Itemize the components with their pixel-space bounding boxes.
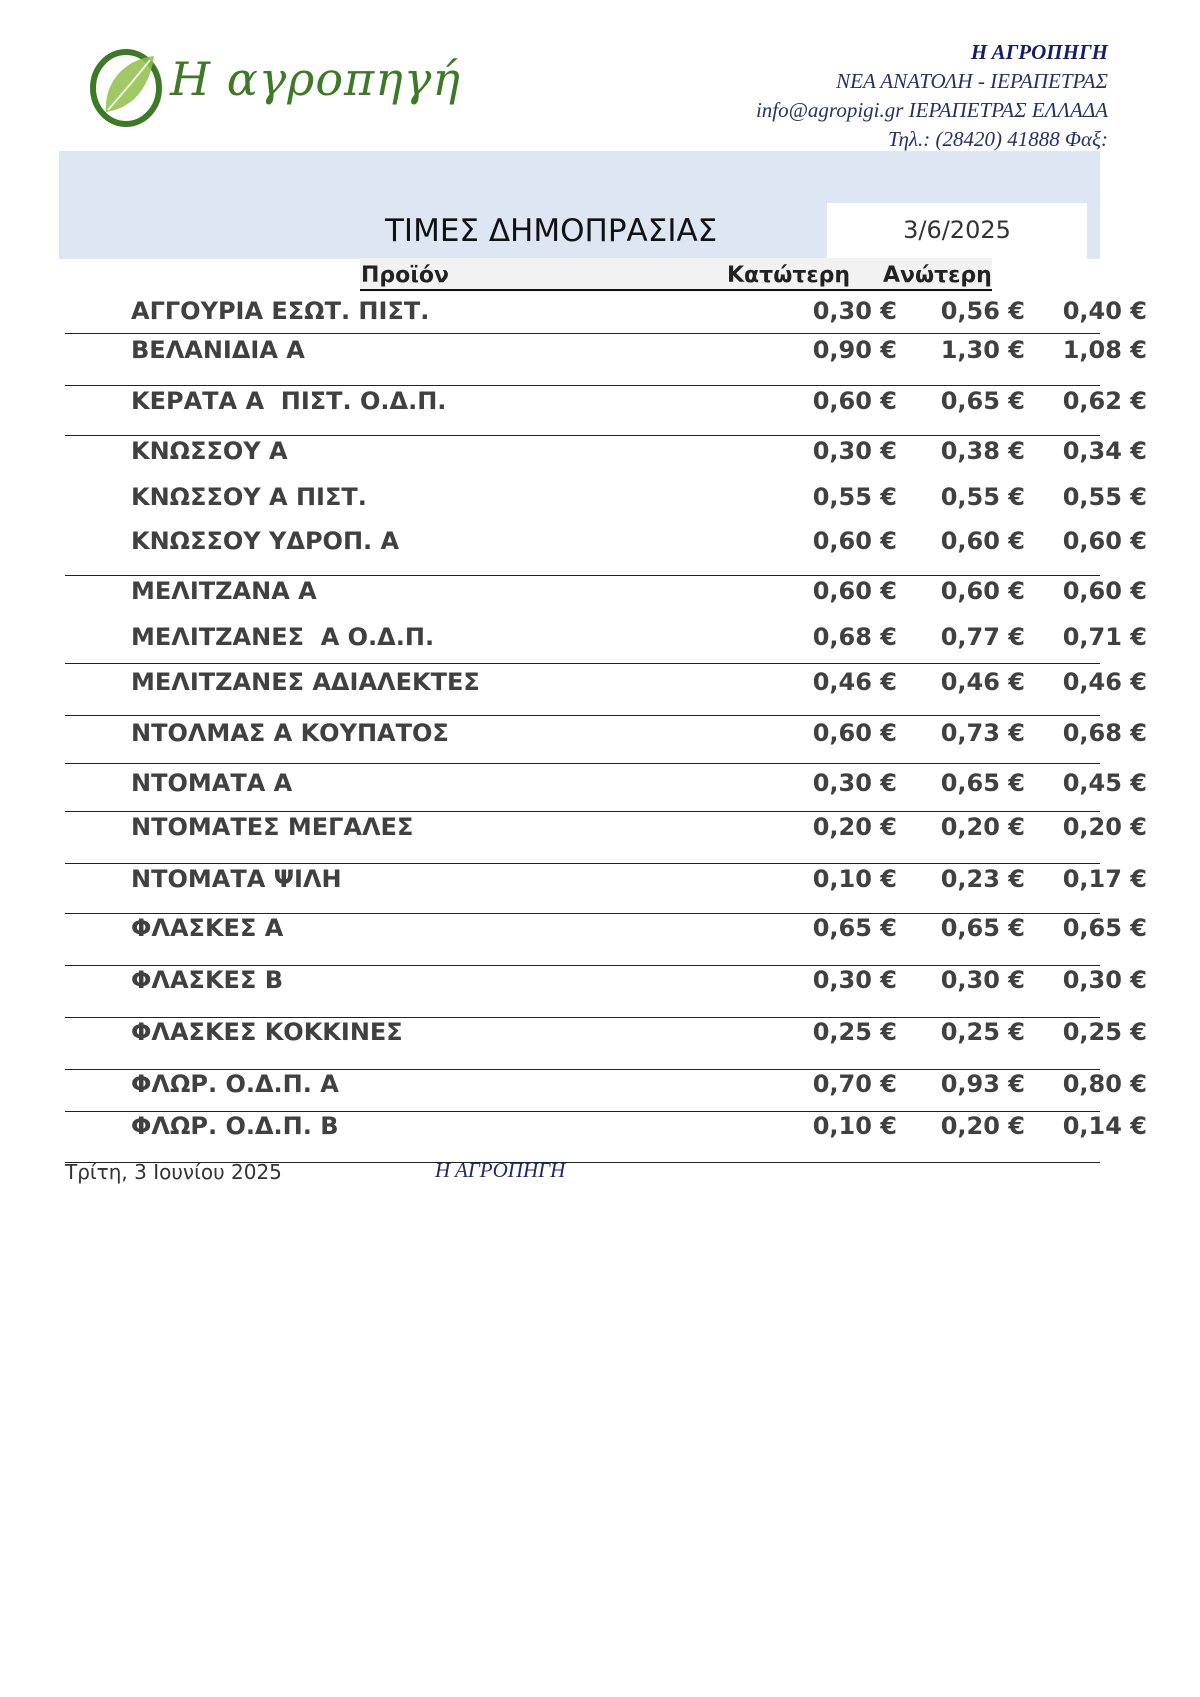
footer-date: Τρίτη, 3 Ιουνίου 2025 [65,1160,282,1184]
min-price: 0,55 € [812,483,897,511]
avg-price: 0,80 € [1062,1070,1147,1098]
avg-price: 0,14 € [1062,1112,1147,1140]
max-price: 0,20 € [940,813,1025,841]
company-name: Η ΑΓΡΟΠΗΓΗ [970,40,1108,64]
max-price: 0,65 € [940,387,1025,415]
product-name: ΜΕΛΙΤΖΑΝΕΣ Α Ο.Δ.Π. [131,623,435,651]
table-row [65,297,1147,337]
row-divider [65,863,1100,864]
table-row [65,914,1147,954]
footer-company: Η ΑΓΡΟΠΗΓΗ [435,1158,566,1182]
row-divider [65,663,1100,664]
table-row [65,336,1147,376]
max-price: 1,30 € [940,336,1025,364]
product-name: ΜΕΛΙΤΖΑΝΑ Α [131,577,317,605]
avg-price: 0,60 € [1062,527,1147,555]
row-divider [65,715,1100,716]
max-price: 0,65 € [940,914,1025,942]
logo-wordmark: Η αγροπηγή [170,52,461,106]
product-name: ΦΛΩΡ. Ο.Δ.Π. Β [131,1112,339,1140]
min-price: 0,60 € [812,387,897,415]
min-price: 0,10 € [812,865,897,893]
avg-price: 0,25 € [1062,1018,1147,1046]
page-title: ΤΙΜΕΣ ΔΗΜΟΠΡΑΣΙΑΣ [385,213,718,249]
max-price: 0,20 € [940,1112,1025,1140]
product-name: ΦΛΩΡ. Ο.Δ.Π. Α [131,1070,339,1098]
header-max: Ανώτερη [883,263,992,288]
avg-price: 0,30 € [1062,966,1147,994]
max-price: 0,23 € [940,865,1025,893]
max-price: 0,73 € [940,719,1025,747]
min-price: 0,10 € [812,1112,897,1140]
table-row [65,483,1147,523]
auction-date: 3/6/2025 [903,216,1011,244]
avg-price: 0,40 € [1062,297,1147,325]
row-divider [65,1111,1100,1112]
min-price: 0,20 € [812,813,897,841]
min-price: 0,30 € [812,769,897,797]
table-row [65,577,1147,617]
row-divider [65,811,1100,812]
company-phone: Τηλ.: (28420) 41888 Φαξ: [887,127,1108,151]
product-name: ΝΤΟΛΜΑΣ Α ΚΟΥΠΑΤΟΣ [131,719,449,747]
max-price: 0,60 € [940,527,1025,555]
table-row [65,623,1147,663]
table-row [65,527,1147,567]
table-row [65,668,1147,708]
row-divider [65,1017,1100,1018]
product-name: ΦΛΑΣΚΕΣ Β [131,966,283,994]
max-price: 0,25 € [940,1018,1025,1046]
product-name: ΝΤΟΜΑΤΕΣ ΜΕΓΑΛΕΣ [131,813,414,841]
table-row [65,865,1147,905]
min-price: 0,46 € [812,668,897,696]
date-box [827,203,1087,259]
product-name: ΒΕΛΑΝΙΔΙΑ Α [131,336,305,364]
avg-price: 0,45 € [1062,769,1147,797]
min-price: 0,65 € [812,914,897,942]
min-price: 0,60 € [812,527,897,555]
avg-price: 0,71 € [1062,623,1147,651]
max-price: 0,60 € [940,577,1025,605]
company-contact: info@agropigi.gr ΙΕΡΑΠΕΤΡΑΣ ΕΛΛΑΔΑ [755,98,1108,122]
company-address: ΝΕΑ ΑΝΑΤΟΛΗ - ΙΕΡΑΠΕΤΡΑΣ [836,69,1108,93]
min-price: 0,68 € [812,623,897,651]
row-divider [65,913,1100,914]
table-row [65,813,1147,853]
min-price: 0,70 € [812,1070,897,1098]
header-product: Προϊόν [361,263,449,288]
header-underline [360,289,992,291]
table-row [65,719,1147,759]
max-price: 0,77 € [940,623,1025,651]
table-row [65,1070,1147,1110]
avg-price: 0,60 € [1062,577,1147,605]
product-name: ΝΤΟΜΑΤΑ Α [131,769,293,797]
max-price: 0,93 € [940,1070,1025,1098]
min-price: 0,60 € [812,719,897,747]
max-price: 0,30 € [940,966,1025,994]
row-divider [65,965,1100,966]
max-price: 0,38 € [940,437,1025,465]
avg-price: 0,68 € [1062,719,1147,747]
avg-price: 0,20 € [1062,813,1147,841]
table-row [65,966,1147,1006]
product-name: ΦΛΑΣΚΕΣ ΚΟΚΚΙΝΕΣ [131,1018,403,1046]
table-row [65,1018,1147,1058]
avg-price: 0,17 € [1062,865,1147,893]
row-divider [65,575,1100,576]
min-price: 0,30 € [812,297,897,325]
table-row [65,1112,1147,1152]
product-name: ΚΝΩΣΣΟΥ ΥΔΡΟΠ. Α [131,527,400,555]
min-price: 0,30 € [812,437,897,465]
product-name: ΚΝΩΣΣΟΥ Α [131,437,288,465]
max-price: 0,65 € [940,769,1025,797]
min-price: 0,90 € [812,336,897,364]
table-row [65,387,1147,427]
product-name: ΦΛΑΣΚΕΣ Α [131,914,284,942]
min-price: 0,30 € [812,966,897,994]
row-divider [65,1069,1100,1070]
avg-price: 0,34 € [1062,437,1147,465]
max-price: 0,56 € [940,297,1025,325]
avg-price: 0,62 € [1062,387,1147,415]
product-name: ΜΕΛΙΤΖΑΝΕΣ ΑΔΙΑΛΕΚΤΕΣ [131,668,480,696]
row-divider [65,333,1100,334]
row-divider [65,435,1100,436]
table-row [65,437,1147,477]
min-price: 0,25 € [812,1018,897,1046]
row-divider [65,763,1100,764]
avg-price: 1,08 € [1062,336,1147,364]
product-name: ΝΤΟΜΑΤΑ ΨΙΛΗ [131,865,342,893]
row-divider [65,385,1100,386]
product-name: ΑΓΓΟΥΡΙΑ ΕΣΩΤ. ΠΙΣΤ. [131,297,430,325]
max-price: 0,46 € [940,668,1025,696]
max-price: 0,55 € [940,483,1025,511]
min-price: 0,60 € [812,577,897,605]
avg-price: 0,65 € [1062,914,1147,942]
avg-price: 0,55 € [1062,483,1147,511]
header-min: Κατώτερη [727,263,851,288]
product-name: ΚΕΡΑΤΑ Α ΠΙΣΤ. Ο.Δ.Π. [131,387,447,415]
avg-price: 0,46 € [1062,668,1147,696]
table-row [65,769,1147,809]
company-info [756,38,1108,154]
product-name: ΚΝΩΣΣΟΥ Α ΠΙΣΤ. [131,483,367,511]
